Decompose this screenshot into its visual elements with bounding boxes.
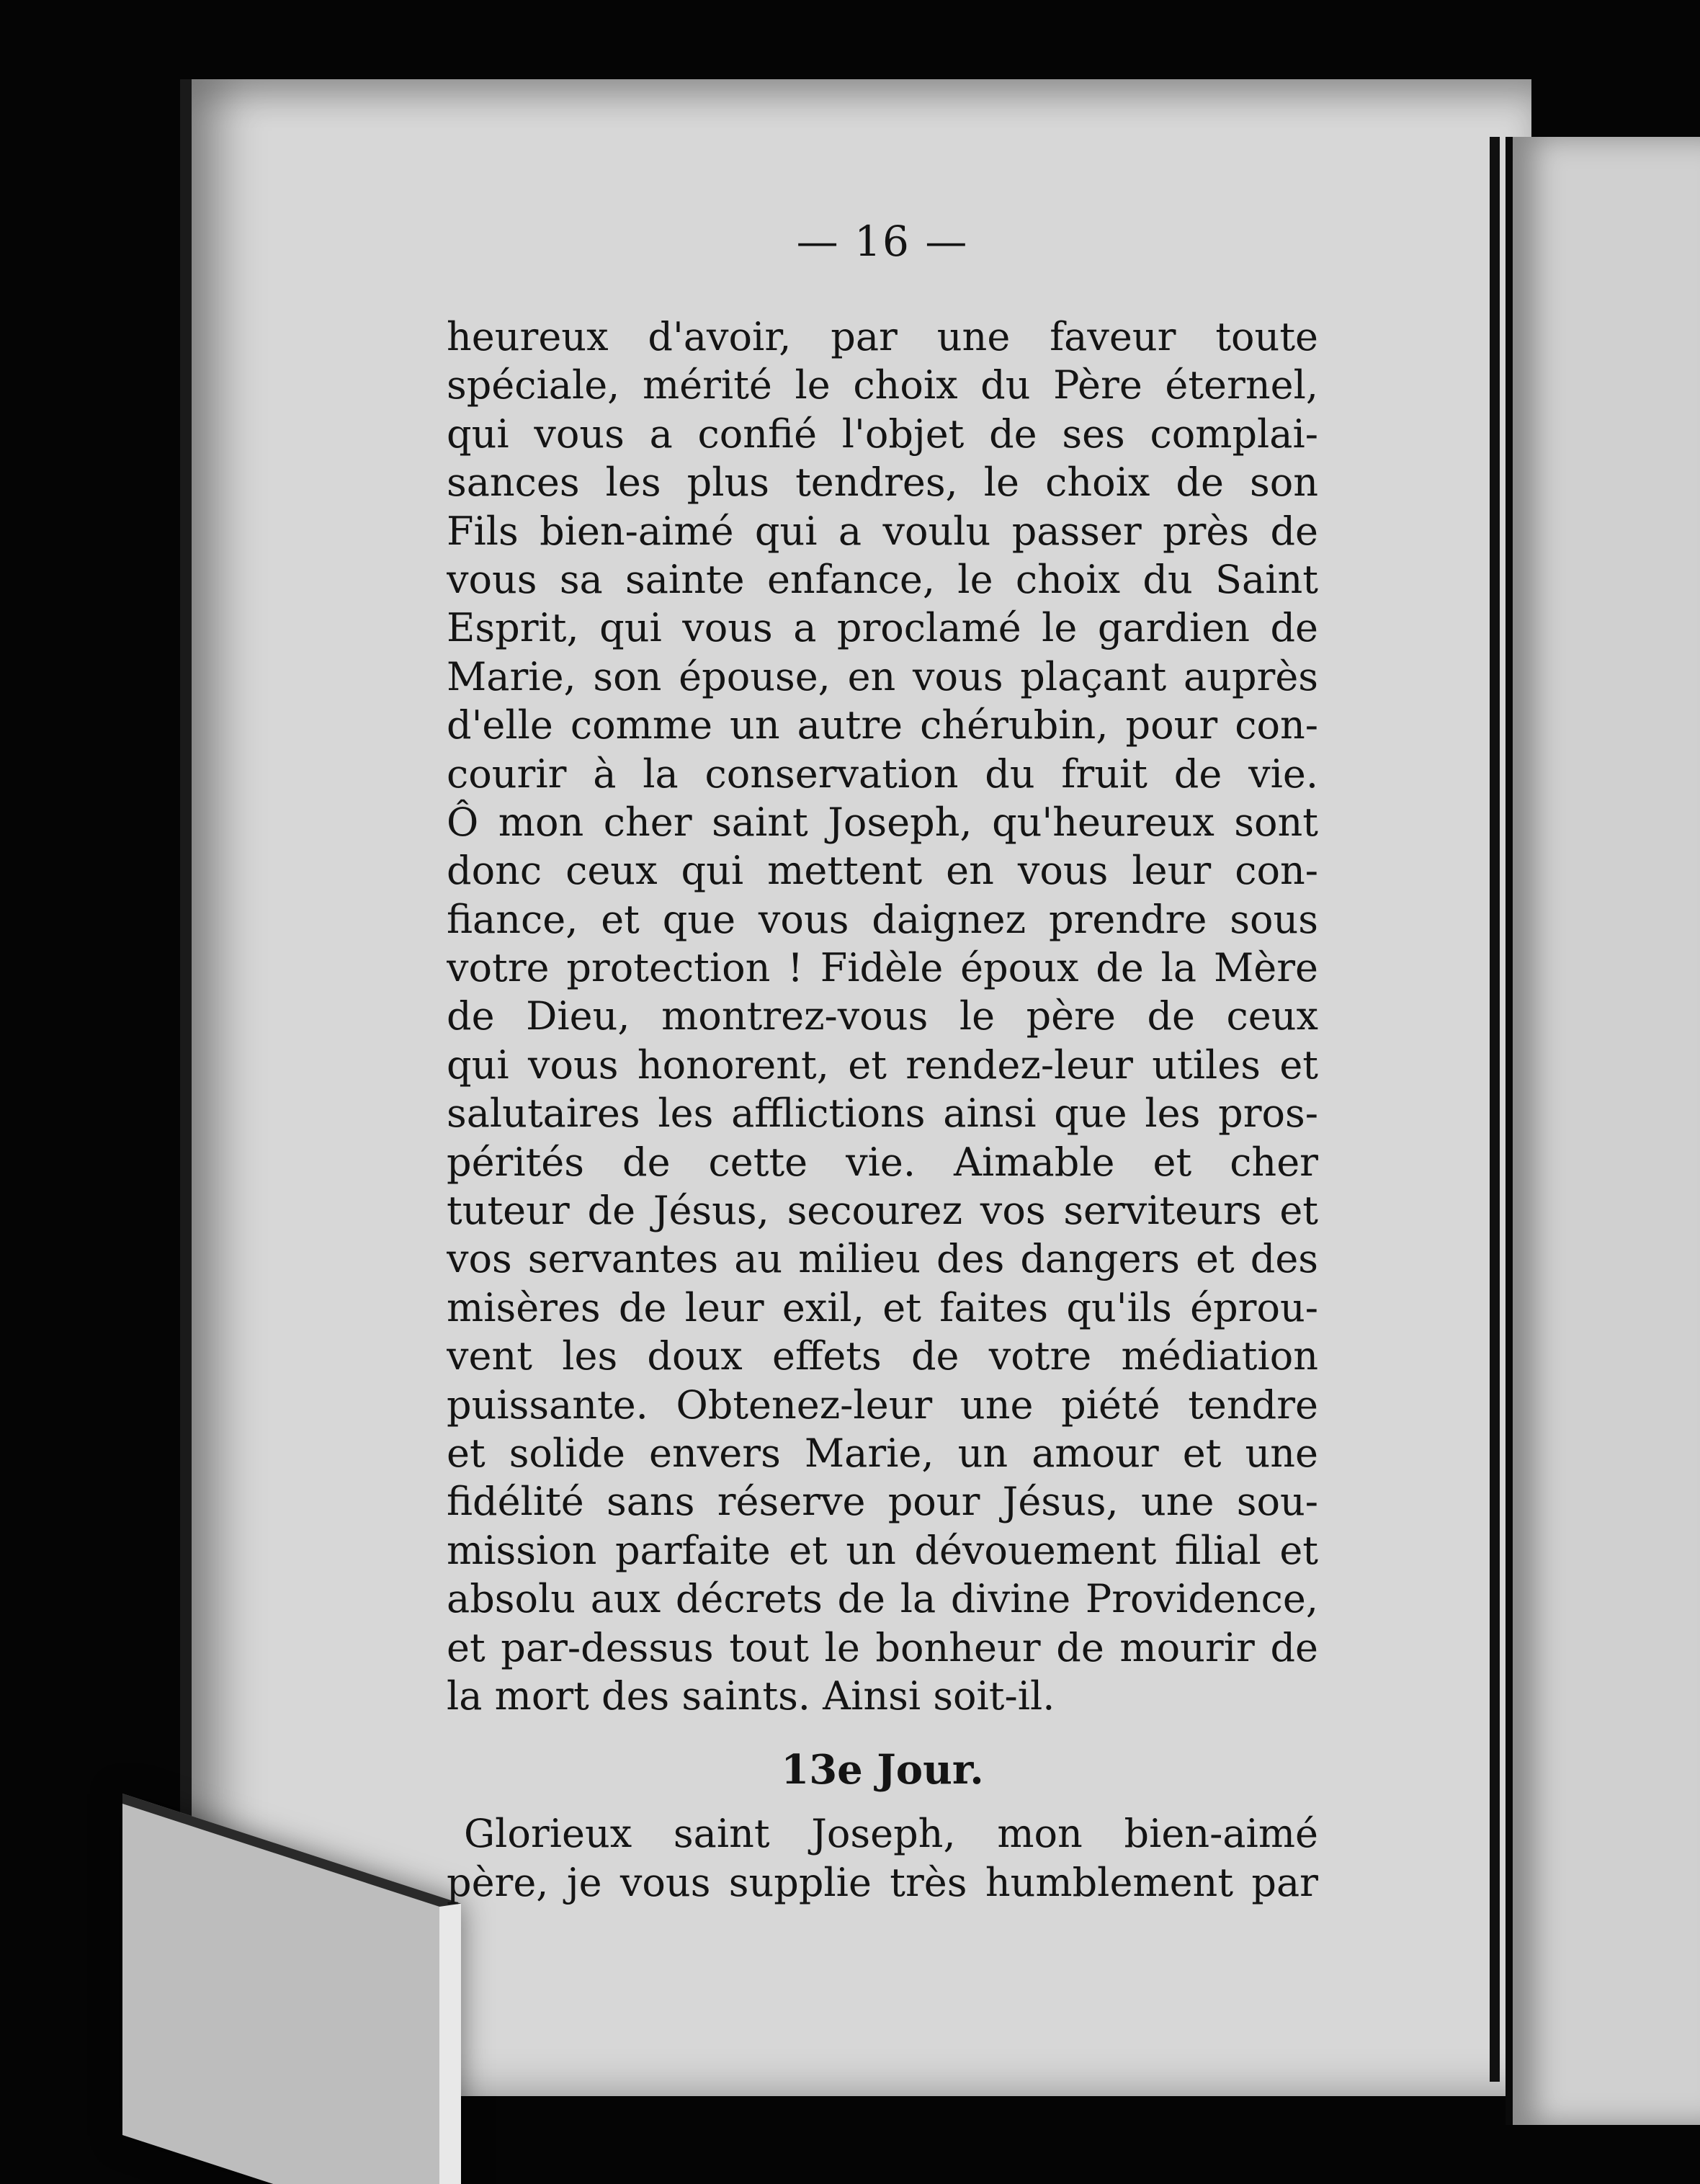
text-line: Fils bien-aimé qui a voulu passer près de [447, 508, 1318, 554]
text-line: heureux d'avoir, par une faveur toute [447, 314, 1318, 359]
text-line: vent les doux effets de votre médiation [447, 1333, 1318, 1379]
text-line: puissante. Obtenez-leur une piété tendre [447, 1382, 1318, 1428]
text-line: vous sa sainte enfance, le choix du Saint [447, 556, 1318, 602]
text-line: courir à la conservation du fruit de vie. [447, 751, 1318, 797]
text-line: fiance, et que vous daignez prendre sous [447, 896, 1318, 942]
text-line: père, je vous supplie très humblement par [447, 1859, 1318, 1905]
page-number: — 16 — [796, 217, 969, 266]
text-line: spéciale, mérité le choix du Père éternel, [447, 362, 1318, 408]
text-line: mission parfaite et un dévouement filial et [447, 1527, 1318, 1573]
page-text [447, 216, 1318, 1907]
text-line: et par-dessus tout le bonheur de mourir de [447, 1624, 1318, 1670]
text-line: Esprit, qui vous a proclamé le gardien de [447, 605, 1318, 651]
text-line: tuteur de Jésus, secourez vos serviteurs et [447, 1188, 1318, 1234]
text-line: vos servantes au milieu des dangers et des [447, 1236, 1318, 1282]
text-line: d'elle comme un autre chérubin, pour con- [447, 702, 1318, 748]
text-line: la mort des saints. Ainsi soit-il. [447, 1673, 1055, 1719]
prayer-paragraph [447, 313, 1318, 1720]
text-line: Marie, son épouse, en vous plaçant auprès [447, 653, 1318, 699]
text-line: misères de leur exil, et faites qu'ils éprou- [447, 1284, 1318, 1330]
text-line: fidélité sans réserve pour Jésus, une sou- [447, 1479, 1318, 1525]
text-line: sances les plus tendres, le choix de son [447, 460, 1318, 506]
text-line: votre protection ! Fidèle époux de la Mère [447, 945, 1318, 991]
text-line: qui vous a confié l'objet de ses complai- [447, 411, 1318, 457]
text-line: pérités de cette vie. Aimable et cher [447, 1139, 1318, 1185]
text-line: donc ceux qui mettent en vous leur con- [447, 848, 1318, 894]
text-line: qui vous honorent, et rendez-leur utiles et [447, 1042, 1318, 1088]
right-page-edge [1506, 137, 1700, 2125]
text-line: absolu aux décrets de la divine Providence, [447, 1576, 1318, 1622]
text-line: et solide envers Marie, un amour et une [447, 1430, 1318, 1476]
section-heading: 13e Jour. [781, 1746, 984, 1794]
text-line: salutaires les afflictions ainsi que les pros- [447, 1091, 1318, 1137]
book-spine [1490, 137, 1500, 2082]
text-line: Glorieux saint Joseph, mon bien-aimé [464, 1811, 1318, 1857]
next-paragraph [447, 1809, 1318, 1907]
text-line: Ô mon cher saint Joseph, qu'heureux sont [447, 799, 1318, 845]
text-line: de Dieu, montrez-vous le père de ceux [447, 993, 1318, 1039]
